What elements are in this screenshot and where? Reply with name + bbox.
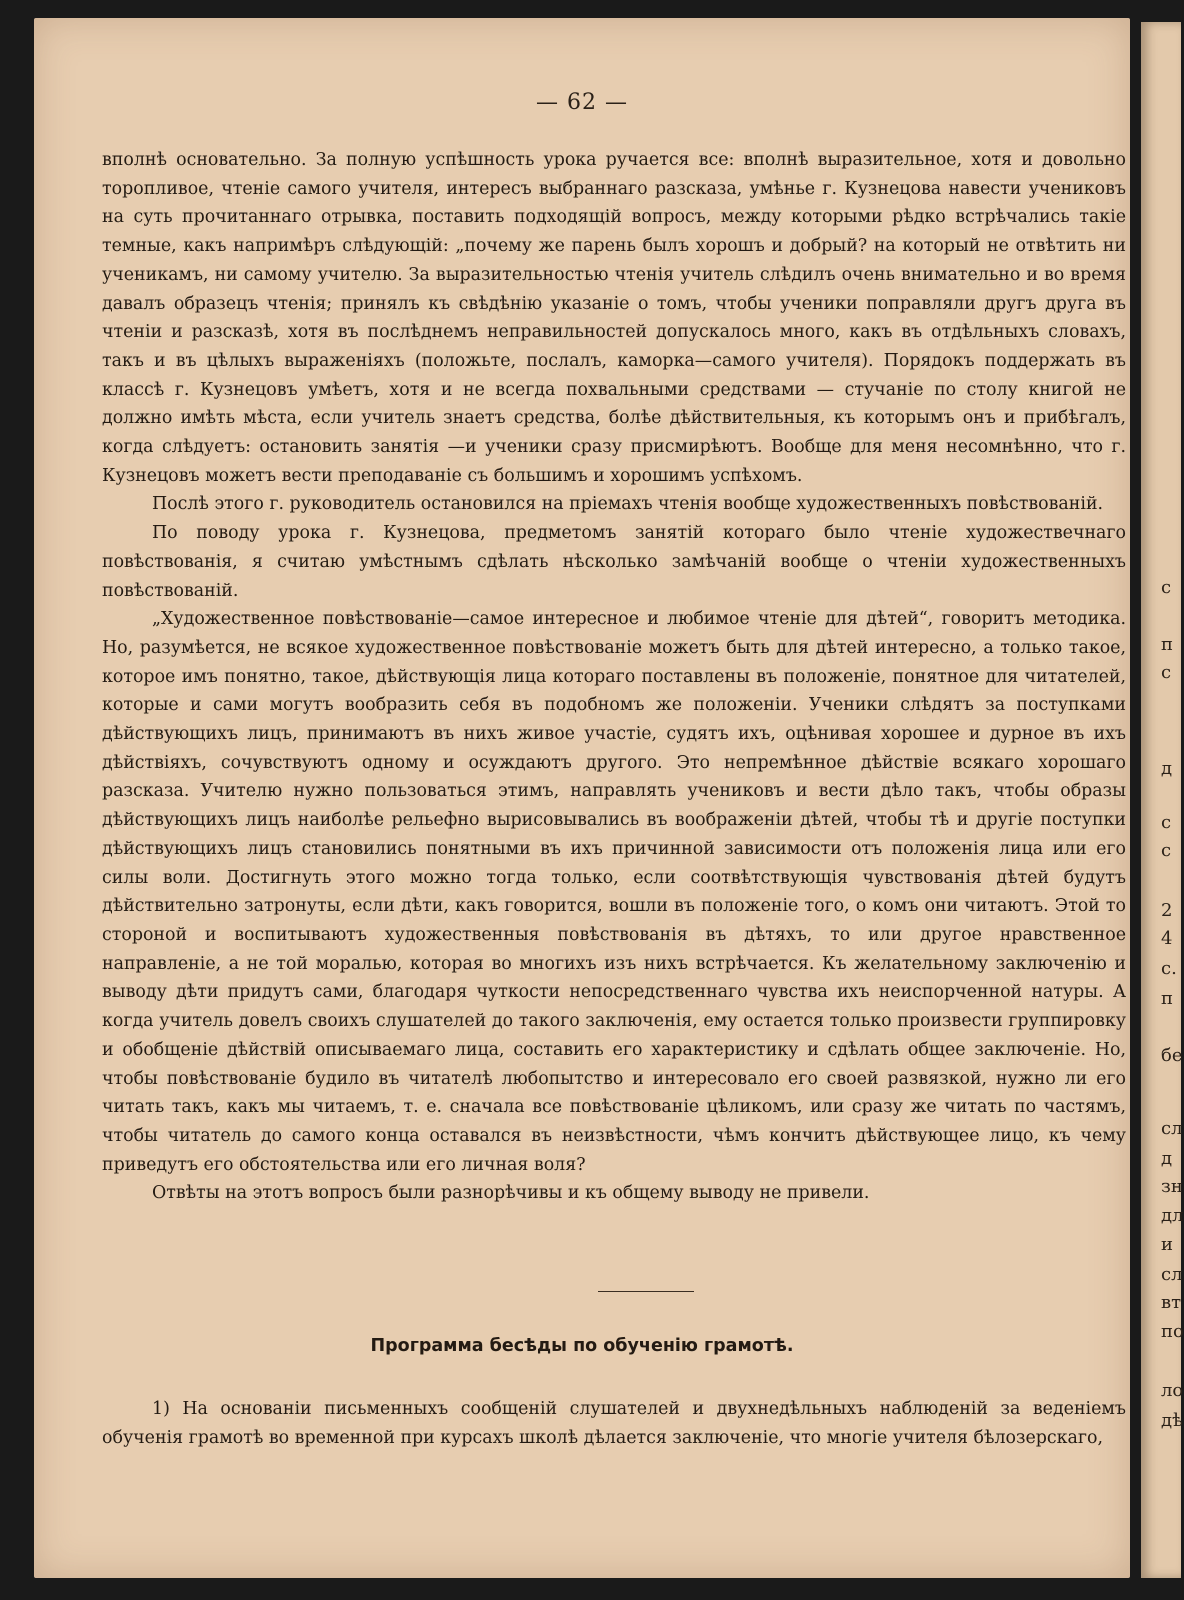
main-text bbox=[102, 146, 1126, 1208]
section-heading: Программа бесѣды по обученію грамотѣ. bbox=[370, 1336, 794, 1356]
next-page-fragment: сл bbox=[1161, 1264, 1183, 1285]
program-paragraph: 1) На основаніи письменныхъ сообщеній слушателей и двухнедѣльныхъ наблюденій за веденіемъ обученія грамотѣ во временной при курсахъ школѣ дѣлается заключеніе, что многіе учителя бѣлозерскаго, bbox=[102, 1399, 1126, 1448]
next-page-fragment: с bbox=[1161, 840, 1172, 861]
next-page-fragment: п bbox=[1161, 988, 1173, 1009]
book-page bbox=[34, 18, 1130, 1578]
next-page-fragment: зн bbox=[1161, 1176, 1183, 1197]
next-page-fragment: сл bbox=[1161, 1118, 1183, 1139]
next-page-fragment: дѣ bbox=[1161, 1410, 1183, 1431]
next-page-fragment: д bbox=[1161, 758, 1173, 779]
page-number: — 62 — bbox=[536, 90, 628, 115]
next-page-fragment: п bbox=[1161, 634, 1173, 655]
paragraph: вполнѣ основательно. За полную успѣшность урока ручается все: вполнѣ выразительное, хотя и довольно торопливое, чтеніе самого учителя, интересъ выбраннаго разсказа, умѣнье г. Кузнецова навести учениковъ на суть прочитаннаго отрывка, поставить подходящій вопросъ, между которыми рѣдко встрѣчались такіе темные, какъ напримѣръ слѣдующій: „почему же парень былъ хорошъ и добрый? на который не отвѣтить ни ученикамъ, ни самому учителю. За выразительностью чтенія учитель слѣдилъ очень внимательно и во время давалъ образецъ чтенія; принялъ къ свѣдѣнію указаніе о томъ, чтобы ученики поправляли другъ друга въ чтеніи и разсказѣ, хотя въ послѣднемъ неправильностей допускалось много, какъ въ отдѣльныхъ словахъ, такъ и въ цѣлыхъ выраженіяхъ (положьте, послалъ, каморка—самого учителя). Порядокъ поддержать въ классѣ г. Кузнецовъ умѣетъ, хотя и не всегда похвальными средствами — стучаніе по столу книгой не должно имѣть мѣста, если учитель знаетъ средства, болѣе дѣйствительныя, къ которымъ онъ и прибѣгалъ, когда слѣдуетъ: остановить занятія —и ученики сразу присмирѣютъ. Вообще для меня несомнѣнно, что г. Кузнецовъ можетъ вести преподаваніе съ большимъ и хорошимъ успѣхомъ. bbox=[102, 150, 1126, 486]
program-text bbox=[102, 1395, 1126, 1453]
next-page-fragment: ло bbox=[1161, 1380, 1184, 1401]
next-page-edge bbox=[1141, 22, 1184, 1578]
next-page-fragment: 2 bbox=[1161, 900, 1173, 921]
next-page-fragment: дл bbox=[1161, 1205, 1184, 1226]
paragraph: Послѣ этого г. руководитель остановился на пріемахъ чтенія вообще художественныхъ повѣствованій. bbox=[152, 494, 1104, 515]
next-page-fragment: с bbox=[1161, 662, 1172, 683]
paragraph: По поводу урока г. Кузнецова, предметомъ занятій котораго было чтеніе художествечнаго повѣствованія, я считаю умѣстнымъ сдѣлать нѣсколько замѣчаній вообще о чтеніи художественныхъ повѣствованій. bbox=[102, 523, 1126, 601]
section-divider bbox=[598, 1291, 694, 1292]
next-page-fragment: с. bbox=[1161, 958, 1177, 979]
next-page-fragment: и bbox=[1161, 1234, 1173, 1255]
next-page-fragment: бе bbox=[1161, 1045, 1183, 1066]
next-page-fragment: по bbox=[1161, 1321, 1184, 1342]
next-page-fragment: д bbox=[1161, 1148, 1173, 1169]
next-page-fragment: 4 bbox=[1161, 928, 1173, 949]
paragraph: „Художественное повѣствованіе—самое интересное и любимое чтеніе для дѣтей“, говоритъ методика. Но, разумѣется, не всякое художественное повѣствованіе можетъ быть для дѣтей интересно, а только такое, которое имъ понятно, такое, дѣйствующія лица котораго поставлены въ положеніе, понятное для читателей, которые и сами могутъ вообразить себя въ подобномъ же положеніи. Ученики слѣдятъ за поступками дѣйствующихъ лицъ, принимаютъ въ нихъ живое участіе, судятъ ихъ, оцѣнивая хорошее и дурное въ ихъ дѣйствіяхъ, сочувствуютъ одному и осуждаютъ другого. Это непремѣнное дѣйствіе всякаго хорошаго разсказа. Учителю нужно пользоваться этимъ, направлять учениковъ и вести дѣло такъ, чтобы образы дѣйствующихъ лицъ наиболѣе рельефно вырисовывались въ воображеніи дѣтей, чтобы тѣ и другіе поступки дѣйствующихъ лицъ становились понятными въ ихъ причинной зависимости отъ положенія лица или его силы воли. Достигнуть этого можно тогда только, если соотвѣтствующія чувствованія дѣтей будутъ дѣйствительно затронуты, если дѣти, какъ говорится, вошли въ положеніе того, о комъ они читаютъ. Этой то стороной и воспитываютъ художественныя повѣствованія въ дѣтяхъ, то или другое нравственное направленіе, а не той моралью, которая во многихъ изъ нихъ встрѣчается. Къ желательному заключенію и выводу дѣти придутъ сами, благодаря чуткости непосредственнаго чувства ихъ неиспорченной натуры. А когда учитель довелъ своихъ слушателей до такого заключенія, ему остается только произвести группировку и обобщеніе дѣйствій описываемаго лица, составить его характеристику и сдѣлать общее заключеніе. Но, чтобы повѣствованіе будило въ читателѣ любопытство и интересовало его своей развязкой, нужно ли его читать такъ, какъ мы читаемъ, т. е. сначала все повѣствованіе цѣликомъ, или сразу же читать по частямъ, чтобы читатель до самого конца оставался въ неизвѣстности, чѣмъ кончитъ дѣйствующее лицо, къ чему приведутъ его обстоятельства или его личная воля? bbox=[102, 609, 1126, 1175]
paragraph: Отвѣты на этотъ вопросъ были разнорѣчивы и къ общему выводу не привели. bbox=[152, 1183, 870, 1204]
next-page-fragment: с bbox=[1161, 577, 1172, 598]
next-page-fragment: с bbox=[1161, 812, 1172, 833]
next-page-fragment: вт bbox=[1161, 1292, 1182, 1313]
